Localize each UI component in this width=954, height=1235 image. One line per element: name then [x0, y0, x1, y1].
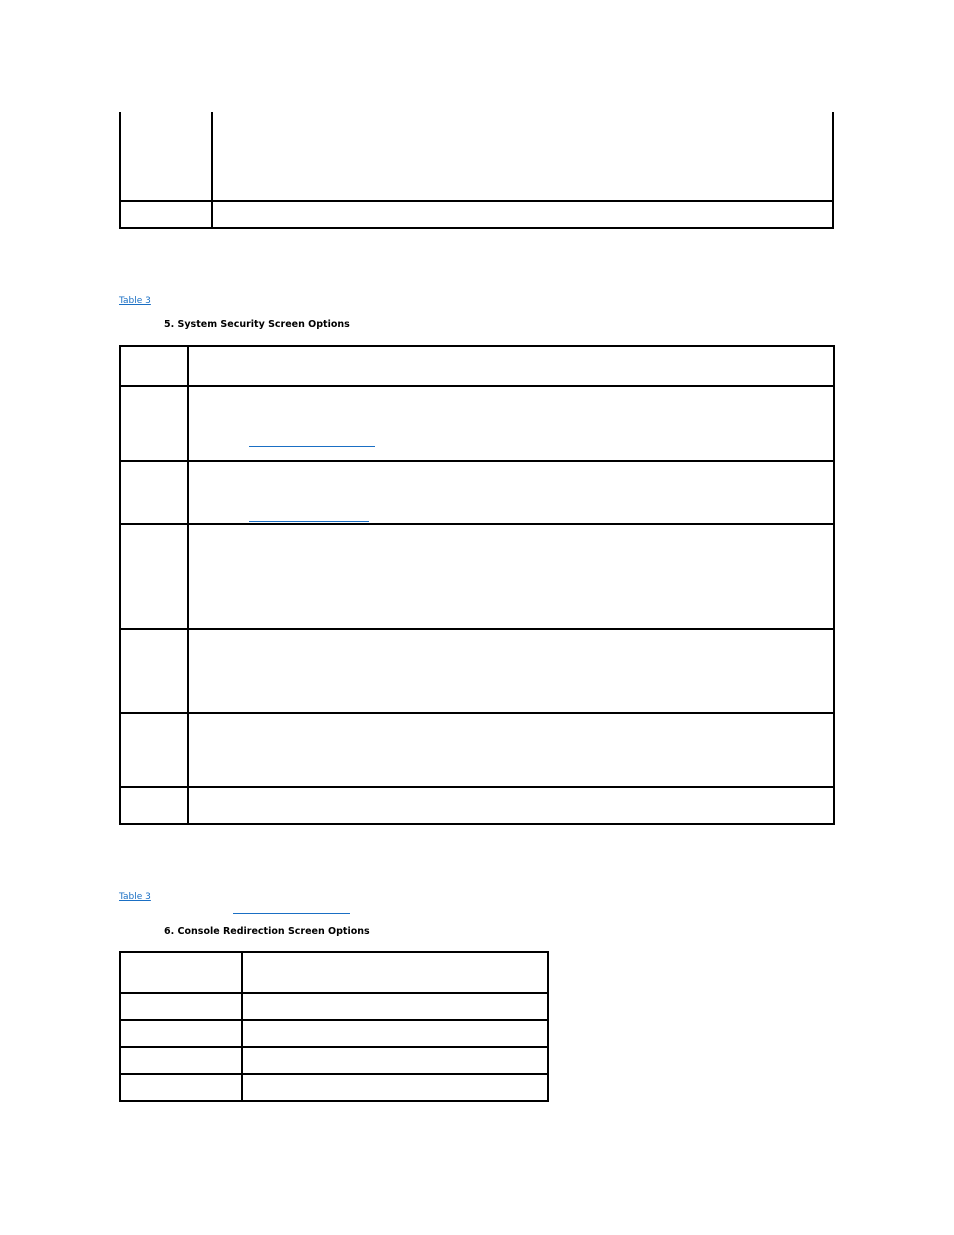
table-row-line [119, 712, 835, 714]
continued-table-divider [211, 112, 213, 229]
table-reference-link[interactable]: Table 3 [119, 892, 151, 902]
table-row-line [119, 385, 835, 387]
empty-link-underline[interactable] [249, 446, 375, 447]
table-row-line [119, 1019, 549, 1021]
table-row-line [119, 786, 835, 788]
table-row-line [119, 1073, 549, 1075]
table-reference-link[interactable]: Table 3 [119, 296, 151, 306]
table-row-line [119, 992, 549, 994]
continued-table-left-border [119, 112, 121, 229]
table-outer-border [119, 951, 549, 1102]
table-row-line [119, 628, 835, 630]
table-column-divider [187, 345, 189, 825]
continued-table-row-line [119, 200, 834, 202]
table-row-line [119, 460, 835, 462]
empty-link-underline[interactable] [233, 913, 350, 914]
table-caption: 6. Console Redirection Screen Options [164, 926, 370, 937]
table-row-line [119, 523, 835, 525]
table-outer-border [119, 345, 835, 825]
continued-table-right-border [832, 112, 834, 229]
table-column-divider [241, 951, 243, 1102]
table-row-line [119, 1046, 549, 1048]
continued-table-bottom-border [119, 227, 834, 229]
empty-link-underline[interactable] [249, 521, 369, 522]
table-caption: 5. System Security Screen Options [164, 319, 350, 330]
